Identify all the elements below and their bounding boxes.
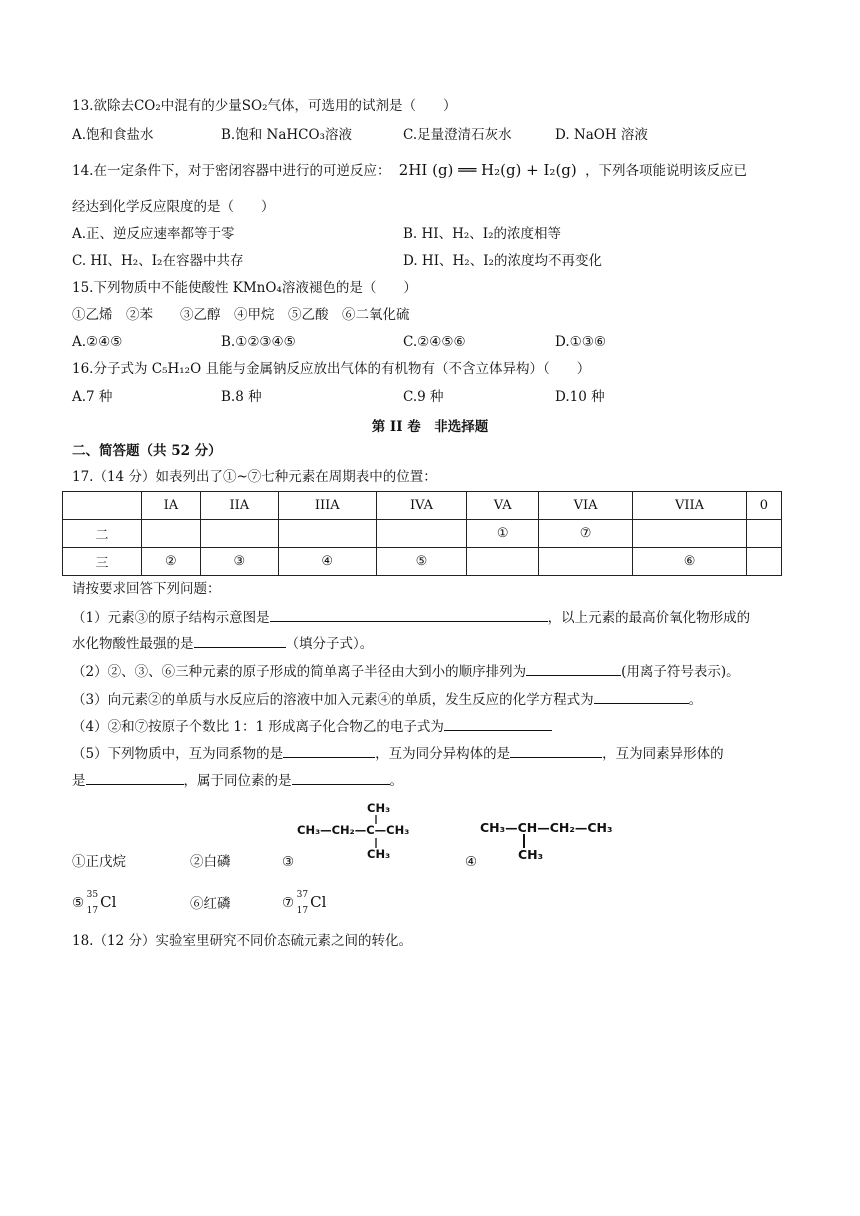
part2-title: 第 II 卷 非选择题 xyxy=(371,419,489,435)
table-row xyxy=(63,520,782,548)
q17-part3 xyxy=(72,689,702,709)
q17-stem: 17.（14 分）如表列出了①~⑦七种元素在周期表中的位置： xyxy=(72,469,437,485)
q17-prompt: 请按要求回答下列问题： xyxy=(72,581,221,597)
isotope-notation xyxy=(294,889,310,916)
q17-p1-c: 水化物酸性最强的是 xyxy=(72,636,194,652)
answer-blank[interactable] xyxy=(594,689,689,704)
q13-option-b: B.饱和 NaHCO₃溶液 xyxy=(221,127,352,143)
q17-part1-line2 xyxy=(72,633,373,653)
q13-option-d: D. NaOH 溶液 xyxy=(555,127,648,143)
atomic-number: 17 xyxy=(86,905,99,916)
q17-p1-b: ，以上元素的最高价氧化物形成的 xyxy=(547,610,751,626)
q15-option-b: B.①②③④⑤ xyxy=(221,334,296,350)
item-7 xyxy=(282,889,327,916)
table-cell: VIA xyxy=(538,492,632,520)
q17-p3-b: 。 xyxy=(688,692,703,708)
item-6: ⑥红磷 xyxy=(190,896,231,912)
table-cell xyxy=(746,548,781,576)
q14-stem xyxy=(72,161,747,180)
q17-p2-a: （2）②、③、⑥三种元素的原子形成的简单离子半径由大到小的顺序排列为 xyxy=(72,664,527,680)
q17-part5-line2 xyxy=(72,770,403,790)
answer-blank[interactable] xyxy=(283,743,375,758)
answer-blank[interactable] xyxy=(292,770,390,785)
item-5 xyxy=(72,889,117,916)
q17-part4 xyxy=(72,716,552,736)
item-3: ③ xyxy=(282,854,295,870)
q13-option-a: A.饱和食盐水 xyxy=(72,127,154,143)
q14-equation: 2HI (g) ══ H₂(g) + I₂(g) xyxy=(398,161,577,179)
table-cell: ① xyxy=(467,520,539,548)
q16-option-d: D.10 种 xyxy=(555,389,605,405)
table-cell: VA xyxy=(467,492,539,520)
q16-option-a: A.7 种 xyxy=(72,389,113,405)
q17-p5-d: 是 xyxy=(72,773,86,789)
q16-option-b: B.8 种 xyxy=(221,389,262,405)
struct4-bond xyxy=(519,832,529,850)
q17-p5-e: ，属于同位素的是 xyxy=(183,773,292,789)
q14-stem-part2: ，下列各项能说明该反应已 xyxy=(585,163,748,179)
q13-option-c: C.足量澄清石灰水 xyxy=(403,127,512,143)
table-cell xyxy=(633,520,747,548)
q17-part2 xyxy=(72,661,740,681)
struct3-bonds xyxy=(370,812,382,852)
q14-stem-line2: 经达到化学反应限度的是（ ） xyxy=(72,199,275,215)
element-symbol: Cl xyxy=(310,893,327,911)
q17-p5-a: （5）下列物质中，互为同系物的是 xyxy=(72,746,284,762)
q17-p4-a: （4）②和⑦按原子个数比 1：1 形成离子化合物乙的电子式为 xyxy=(72,719,444,735)
table-cell: IVA xyxy=(376,492,467,520)
isotope-notation xyxy=(84,889,100,916)
item-5-label: ⑤ xyxy=(72,895,85,911)
periodic-table xyxy=(62,491,782,576)
item-1: ①正戊烷 xyxy=(72,854,126,870)
q17-part5-line1 xyxy=(72,743,724,763)
table-cell xyxy=(142,520,201,548)
q14-option-a: A.正、逆反应速率都等于零 xyxy=(72,226,235,242)
q18-stem: 18.（12 分）实验室里研究不同价态硫元素之间的转化。 xyxy=(72,933,412,949)
item-7-label: ⑦ xyxy=(282,895,295,911)
table-cell: 二 xyxy=(63,520,142,548)
table-cell: VIIA xyxy=(633,492,747,520)
item-4: ④ xyxy=(465,854,478,870)
q17-p2-b: (用离子符号表示)。 xyxy=(621,664,740,680)
q17-p5-b: ，互为同分异构体的是 xyxy=(375,746,511,762)
answer-blank[interactable] xyxy=(526,661,621,676)
struct3-bottom-methyl: CH₃ xyxy=(367,847,391,861)
table-cell: ③ xyxy=(200,548,278,576)
q14-option-d: D. HI、H₂、I₂的浓度均不再变化 xyxy=(403,253,602,269)
q17-p1-d: （填分子式）。 xyxy=(285,636,374,652)
answer-blank[interactable] xyxy=(194,633,286,648)
q13-stem: 13.欲除去CO₂中混有的少量SO₂气体，可选用的试剂是（ ） xyxy=(72,98,457,114)
table-cell: 0 xyxy=(746,492,781,520)
table-cell xyxy=(278,520,376,548)
mass-number: 35 xyxy=(86,889,99,900)
table-cell xyxy=(376,520,467,548)
table-cell: 三 xyxy=(63,548,142,576)
table-cell: ④ xyxy=(278,548,376,576)
table-cell: ② xyxy=(142,548,201,576)
answer-blank[interactable] xyxy=(510,743,602,758)
table-header-row xyxy=(63,492,782,520)
q15-stem: 15.下列物质中不能使酸性 KMnO₄溶液褪色的是（ ） xyxy=(72,280,417,296)
answer-blank[interactable] xyxy=(270,607,548,622)
table-cell: ⑥ xyxy=(633,548,747,576)
q17-p5-c: ，互为同素异形体的 xyxy=(602,746,724,762)
table-cell: ⑤ xyxy=(376,548,467,576)
q15-option-d: D.①③⑥ xyxy=(555,334,606,350)
struct3-main-chain: CH₃—CH₂—C—CH₃ xyxy=(297,823,410,837)
table-cell xyxy=(63,492,142,520)
q14-option-b: B. HI、H₂、I₂的浓度相等 xyxy=(403,226,562,242)
table-cell xyxy=(467,548,539,576)
section2-title: 二、简答题（共 52 分） xyxy=(72,443,222,459)
struct4-main-chain: CH₃—CH—CH₂—CH₃ xyxy=(480,820,613,835)
table-cell: IIIA xyxy=(278,492,376,520)
q16-option-c: C.9 种 xyxy=(403,389,444,405)
table-cell: IA xyxy=(142,492,201,520)
item-2: ②白磷 xyxy=(190,854,231,870)
answer-blank[interactable] xyxy=(86,770,184,785)
element-symbol: Cl xyxy=(100,893,117,911)
q15-substances: ①乙烯 ②苯 ③乙醇 ④甲烷 ⑤乙酸 ⑥二氧化硫 xyxy=(72,307,410,323)
answer-blank[interactable] xyxy=(444,716,552,731)
q15-option-c: C.②④⑤⑥ xyxy=(403,334,466,350)
q16-stem: 16.分子式为 C₅H₁₂O 且能与金属钠反应放出气体的有机物有（不含立体异构）（ ） xyxy=(72,361,591,377)
table-cell: ⑦ xyxy=(538,520,632,548)
table-cell xyxy=(538,548,632,576)
q15-option-a: A.②④⑤ xyxy=(72,334,123,350)
q17-p5-f: 。 xyxy=(389,773,403,789)
struct3-top-methyl: CH₃ xyxy=(367,801,391,815)
q17-part1-line1 xyxy=(72,607,750,627)
q14-stem-part1: 14.在一定条件下，对于密闭容器中进行的可逆反应： xyxy=(72,163,391,179)
q17-p3-a: （3）向元素②的单质与水反应后的溶液中加入元素④的单质，发生反应的化学方程式为 xyxy=(72,692,594,708)
table-cell: IIA xyxy=(200,492,278,520)
table-row xyxy=(63,548,782,576)
mass-number: 37 xyxy=(296,889,309,900)
q17-p1-a: （1）元素③的原子结构示意图是 xyxy=(72,610,270,626)
table-cell xyxy=(746,520,781,548)
atomic-number: 17 xyxy=(296,905,309,916)
struct4-bottom-methyl: CH₃ xyxy=(518,847,544,862)
table-cell xyxy=(200,520,278,548)
q14-option-c: C. HI、H₂、I₂在容器中共存 xyxy=(72,253,244,269)
